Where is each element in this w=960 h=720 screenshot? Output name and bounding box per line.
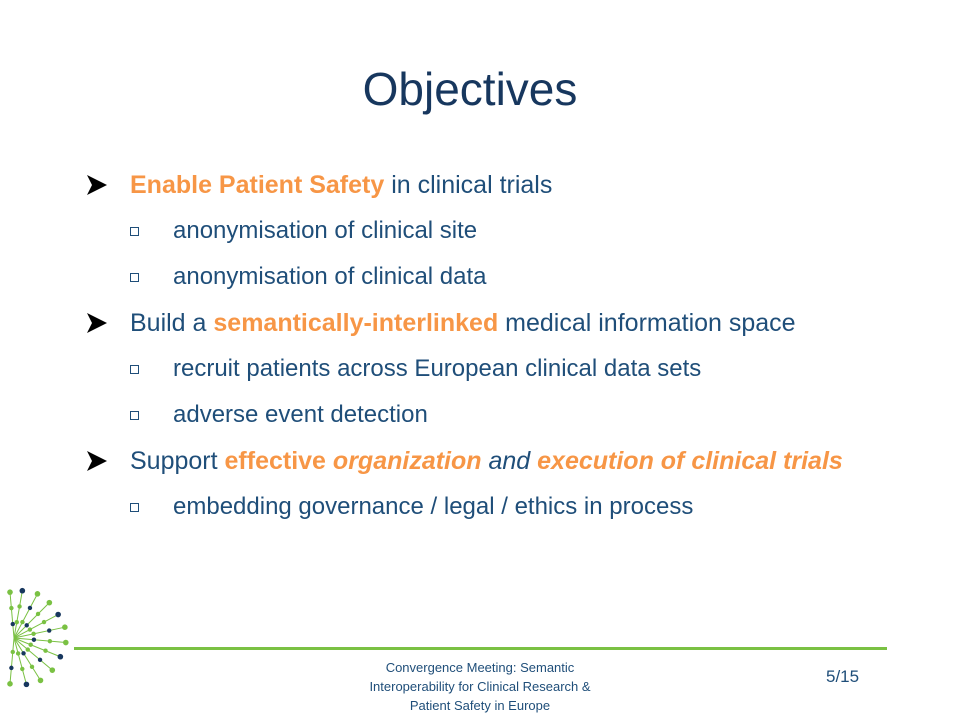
logo-dot [42, 620, 46, 624]
logo-ray [10, 592, 14, 638]
logo-dot [48, 639, 52, 643]
logo-dot [28, 606, 32, 610]
hollow-square-bullet-icon [130, 503, 173, 512]
sub-bullet-item [86, 392, 956, 438]
logo-dot [9, 666, 13, 670]
page-number: 5/15 [826, 667, 860, 686]
slide-title: Objectives [362, 63, 578, 115]
logo-dot [35, 591, 41, 597]
logo-dot [21, 651, 25, 655]
network-burst-logo-icon [0, 576, 80, 706]
bullet-text: adverse event detection [173, 401, 428, 428]
logo-dot [32, 638, 36, 642]
bullet-text-segment: Support [130, 446, 225, 475]
logo-dot [15, 620, 19, 624]
logo-dot [20, 620, 24, 624]
sub-bullet-item [86, 254, 956, 300]
bullet-text: anonymisation of clinical site [173, 217, 478, 244]
logo-dot [20, 588, 26, 594]
logo-dot [28, 643, 32, 647]
bullet-text-segment: Build a [130, 308, 214, 337]
bullet-text-segment: and [481, 446, 538, 475]
bullet-item [86, 300, 956, 346]
hollow-square-bullet-icon [130, 411, 173, 420]
bullet-item [86, 162, 956, 208]
logo-dot [36, 612, 40, 616]
logo-dot [25, 623, 29, 627]
bullet-text-segment [326, 447, 333, 475]
bullet-text: anonymisation of clinical data [173, 263, 487, 290]
bullet-text-segment: in clinical trials [384, 170, 553, 199]
arrowhead-bullet-icon [86, 450, 130, 472]
bullet-text-segment: effective [224, 446, 326, 475]
logo-dot [31, 632, 35, 636]
logo-dot [17, 604, 21, 608]
bullet-text-segment: Enable Patient Safety [130, 170, 385, 199]
logo-dot [30, 665, 34, 669]
footer-line: Convergence Meeting: Semantic [385, 660, 575, 675]
logo-ray [14, 638, 26, 684]
bullet-text-segment: medical information space [498, 308, 796, 337]
bullet-text [130, 447, 843, 476]
bullet-list [86, 162, 956, 530]
bullet-item [86, 438, 956, 484]
logo-dot [16, 651, 20, 655]
arrowhead-bullet-icon [86, 312, 130, 334]
logo-dot [58, 654, 64, 660]
sub-bullet-item [86, 208, 956, 254]
logo-dot [11, 650, 15, 654]
logo-dot [28, 627, 32, 631]
logo-dot [11, 622, 15, 626]
bullet-text [130, 309, 796, 338]
logo-dot [9, 606, 13, 610]
logo-dot [7, 589, 13, 595]
logo-ray [14, 638, 40, 680]
bullet-text [130, 171, 552, 200]
sub-bullet-item [86, 484, 956, 530]
logo-dot [55, 612, 61, 618]
logo-dot [20, 667, 24, 671]
bullet-text-segment: semantically-interlinked [213, 308, 499, 337]
logo-dot [26, 647, 30, 651]
logo-dot [63, 640, 69, 646]
logo-dot [62, 624, 68, 630]
logo-dot [47, 628, 51, 632]
logo-dot [50, 667, 56, 673]
bullet-text-segment: organization [332, 446, 482, 475]
logo-dot [47, 600, 53, 606]
arrowhead-bullet-icon [86, 174, 130, 196]
footer-text [340, 658, 620, 715]
logo-ray [10, 638, 14, 684]
bullet-text: recruit patients across European clinical data sets [173, 355, 702, 382]
logo-ray [14, 638, 60, 657]
hollow-square-bullet-icon [130, 365, 173, 374]
hollow-square-bullet-icon [130, 227, 173, 236]
logo-ray [14, 627, 65, 638]
logo-dot [7, 681, 13, 687]
logo-dot [24, 682, 30, 688]
footer-divider [74, 647, 887, 650]
bullet-text: embedding governance / legal / ethics in process [173, 493, 694, 520]
logo-ray [14, 638, 66, 643]
sub-bullet-item [86, 346, 956, 392]
footer-line: Patient Safety in Europe [409, 698, 551, 713]
logo-dot [38, 678, 44, 684]
footer-line: Interoperability for Clinical Research & [369, 679, 591, 694]
hollow-square-bullet-icon [130, 273, 173, 282]
bullet-text-segment: execution of clinical trials [537, 446, 843, 475]
logo-dot [38, 658, 42, 662]
logo-dot [43, 649, 47, 653]
